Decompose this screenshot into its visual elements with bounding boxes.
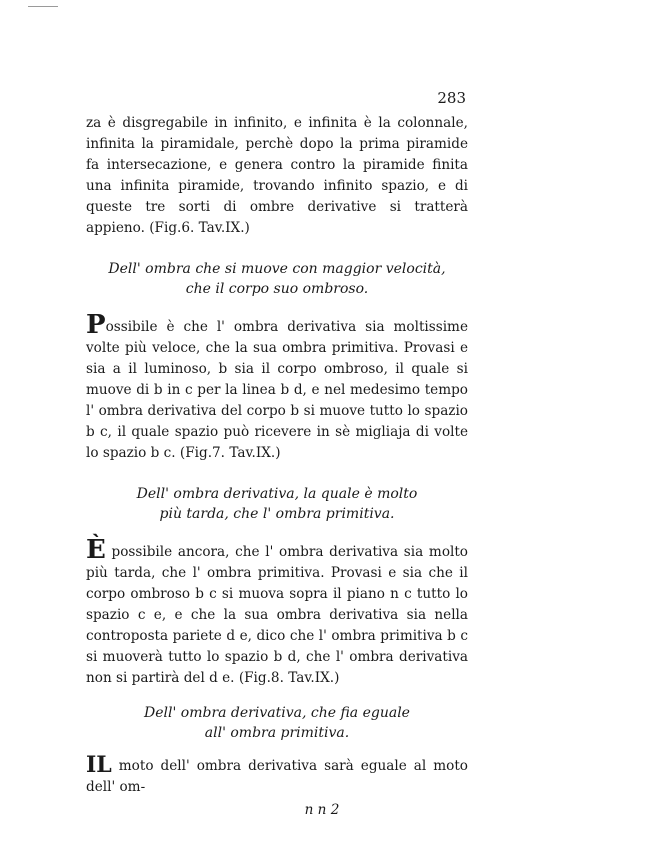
paragraph-2-text: ossibile è che l' ombra derivativa sia moltissime volte più veloce, che la sua ombra primitiva. Provasi e sia a il luminoso, b sia il corpo ombroso, il quale si muove di b in c per la linea b d, e nel medesimo tempo l' ombra derivativa del corpo b si muove tutto lo spazio b c, il quale spazio può ricevere in sè migliaja di volte lo spazio b c. (Fig.7. Tav.IX.) xyxy=(86,319,468,461)
drop-cap-il: IL xyxy=(86,752,112,778)
book-page xyxy=(86,88,468,821)
paragraph-4-text: moto dell' ombra derivativa sarà eguale al moto dell' om- xyxy=(86,758,468,795)
paragraph-3-text: possibile ancora, che l' ombra derivativa sia molto più tarda, che l' ombra primitiva. Provasi e sia che il corpo ombroso b c si muova sopra il piano n c tutto lo spazio c e, e che la sua ombra derivativa sia nella controposta pariete d e, dico che l' ombra primitiva b c si muoverà tutto lo spazio b d, che l' ombra derivativa non si partirà del d e. (Fig.8. Tav.IX.) xyxy=(86,544,468,686)
heading-2 xyxy=(86,484,468,524)
heading-3-line-1: Dell' ombra derivativa, che fia eguale xyxy=(144,705,410,721)
paragraph-4 xyxy=(86,752,468,798)
scan-edge-mark xyxy=(28,6,58,7)
paragraph-3 xyxy=(86,535,468,689)
heading-3-line-2: all' ombra primitiva. xyxy=(204,725,350,741)
heading-1 xyxy=(86,259,468,299)
heading-2-line-1: Dell' ombra derivativa, la quale è molto xyxy=(136,486,418,502)
drop-cap-e: È xyxy=(86,535,106,565)
paragraph-1: za è disgregabile in infinito, e infinita è la colonnale, infinita la piramidale, perchè dopo la prima piramide fa intersecazione, e genera contro la piramide finita una infinita piramide, trovando infinito spazio, e di queste tre sorti di ombre derivative si tratterà appieno. (Fig.6. Tav.IX.) xyxy=(86,115,468,236)
page-number: 283 xyxy=(437,89,466,107)
paragraph-2 xyxy=(86,310,468,464)
drop-cap-p: P xyxy=(86,310,106,340)
heading-1-line-2: che il corpo suo ombroso. xyxy=(185,281,369,297)
heading-2-line-2: più tarda, che l' ombra primitiva. xyxy=(159,506,395,522)
signature-mark: n n 2 xyxy=(304,802,340,818)
heading-1-line-1: Dell' ombra che si muove con maggior velocità, xyxy=(108,261,446,277)
heading-3 xyxy=(86,703,468,743)
